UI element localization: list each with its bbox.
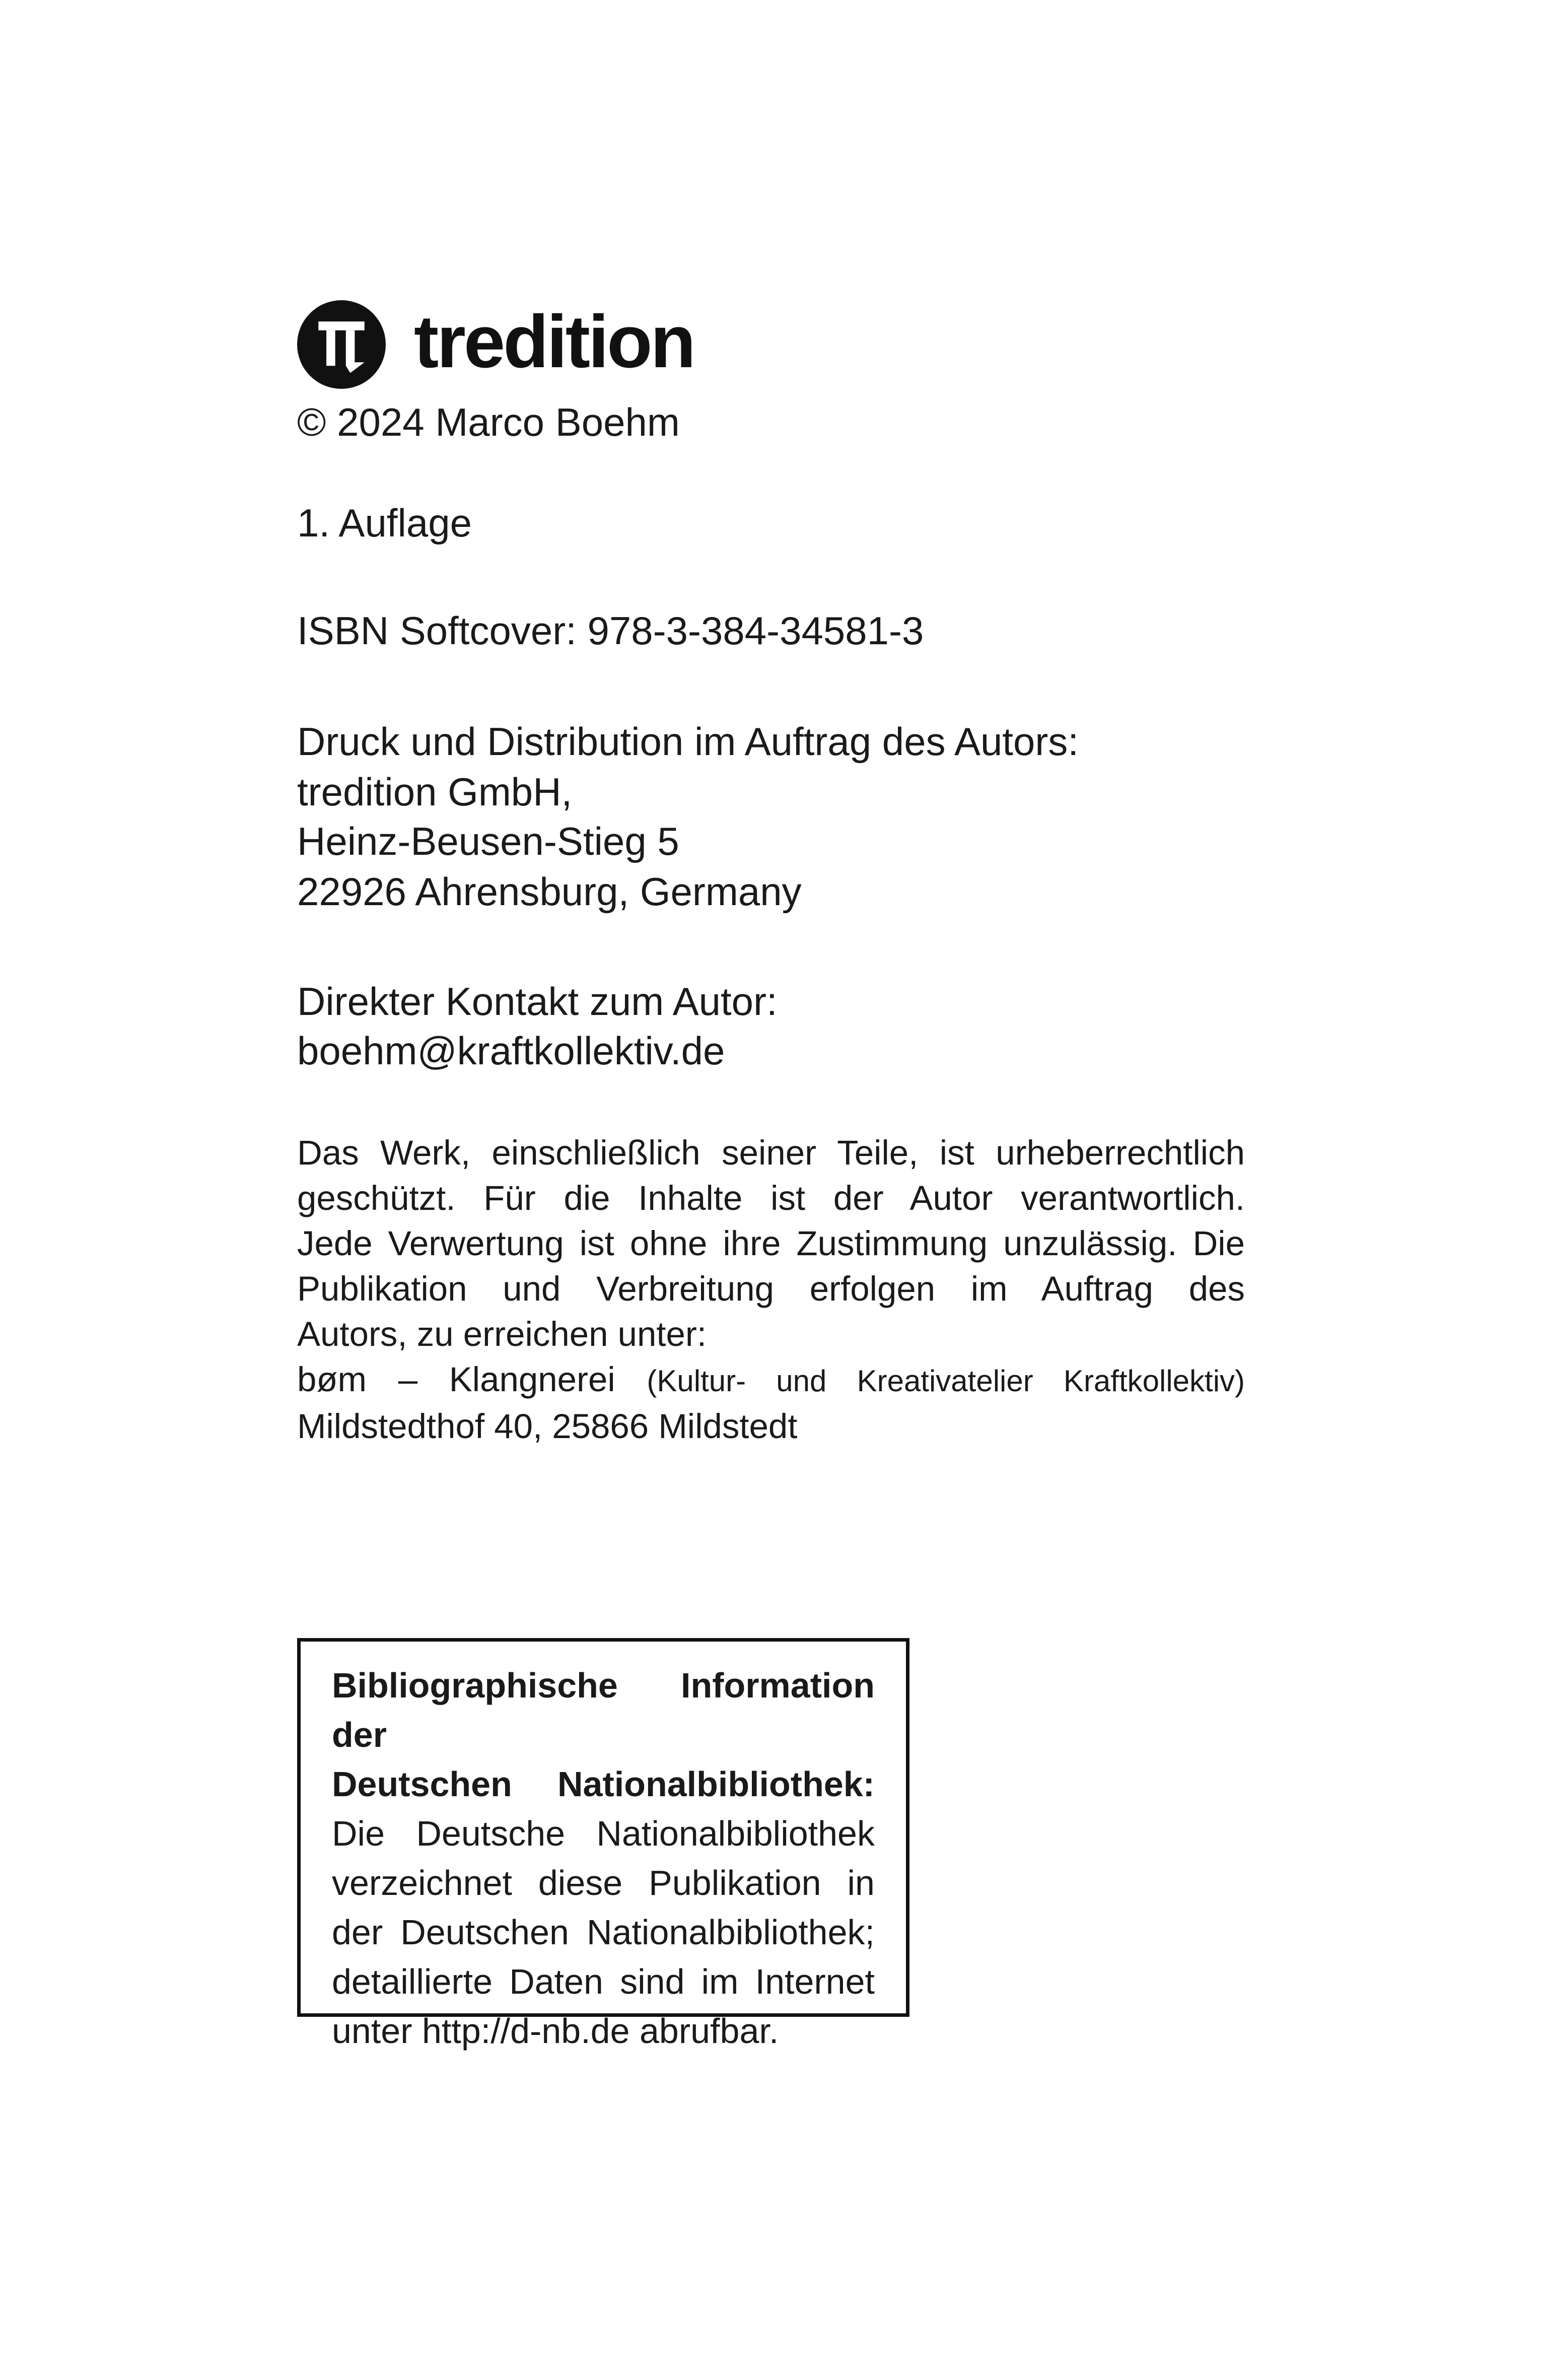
edition-line: 1. Auflage <box>297 501 472 545</box>
bib-line-5: der Deutschen Nationalbibliothek; <box>332 1913 875 1952</box>
legal-studio-subtitle: (Kultur- und Kreativatelier Kraftkollektiv) <box>647 1364 1245 1398</box>
copyright-line: © 2024 Marco Boehm <box>297 400 680 444</box>
bib-title-line-2: Deutschen Nationalbibliothek: <box>332 1764 875 1804</box>
tredition-logo-icon <box>297 300 386 389</box>
printing-city: 22926 Ahrensburg, Germany <box>297 869 802 914</box>
legal-line-3: Jede Verwertung ist ohne ihre Zustimmung unzulässig. Die <box>297 1224 1245 1263</box>
legal-studio-name: bøm – Klangnerei <box>297 1360 615 1399</box>
printing-heading: Druck und Distribution im Auftrag des Autors: <box>297 719 1079 764</box>
bib-title-line-1: Bibliographische Information der <box>332 1666 875 1754</box>
contact-heading: Direkter Kontakt zum Autor: <box>297 979 778 1024</box>
legal-line-6 <box>297 1357 1245 1404</box>
bibliographic-info-box <box>297 1638 909 2051</box>
legal-line-1: Das Werk, einschließlich seiner Teile, ist urheberrechtlich <box>297 1133 1245 1172</box>
bib-line-3: Die Deutsche Nationalbibliothek <box>332 1814 875 1853</box>
legal-line-5: Autors, zu erreichen unter: <box>297 1315 707 1353</box>
isbn-line: ISBN Softcover: 978-3-384-34581-3 <box>297 608 924 653</box>
contact-email: boehm@kraftkollektiv.de <box>297 1029 725 1073</box>
printing-company: tredition GmbH, <box>297 770 573 814</box>
printing-street: Heinz-Beusen-Stieg 5 <box>297 819 679 863</box>
legal-line-7: Mildstedthof 40, 25866 Mildstedt <box>297 1407 798 1446</box>
bib-line-6: detaillierte Daten sind im Internet <box>332 1962 875 2001</box>
copyright-notice <box>297 1130 1245 1449</box>
publisher-wordmark: tredition <box>414 300 694 383</box>
bib-line-7: unter http://d-nb.de abrufbar. <box>332 2011 779 2051</box>
bib-line-4: verzeichnet diese Publikation in <box>332 1863 875 1902</box>
legal-line-2: geschützt. Für die Inhalte ist der Autor verantwortlich. <box>297 1179 1245 1217</box>
legal-line-4: Publikation und Verbreitung erfolgen im Auftrag des <box>297 1269 1245 1308</box>
publisher-logo <box>297 299 694 390</box>
